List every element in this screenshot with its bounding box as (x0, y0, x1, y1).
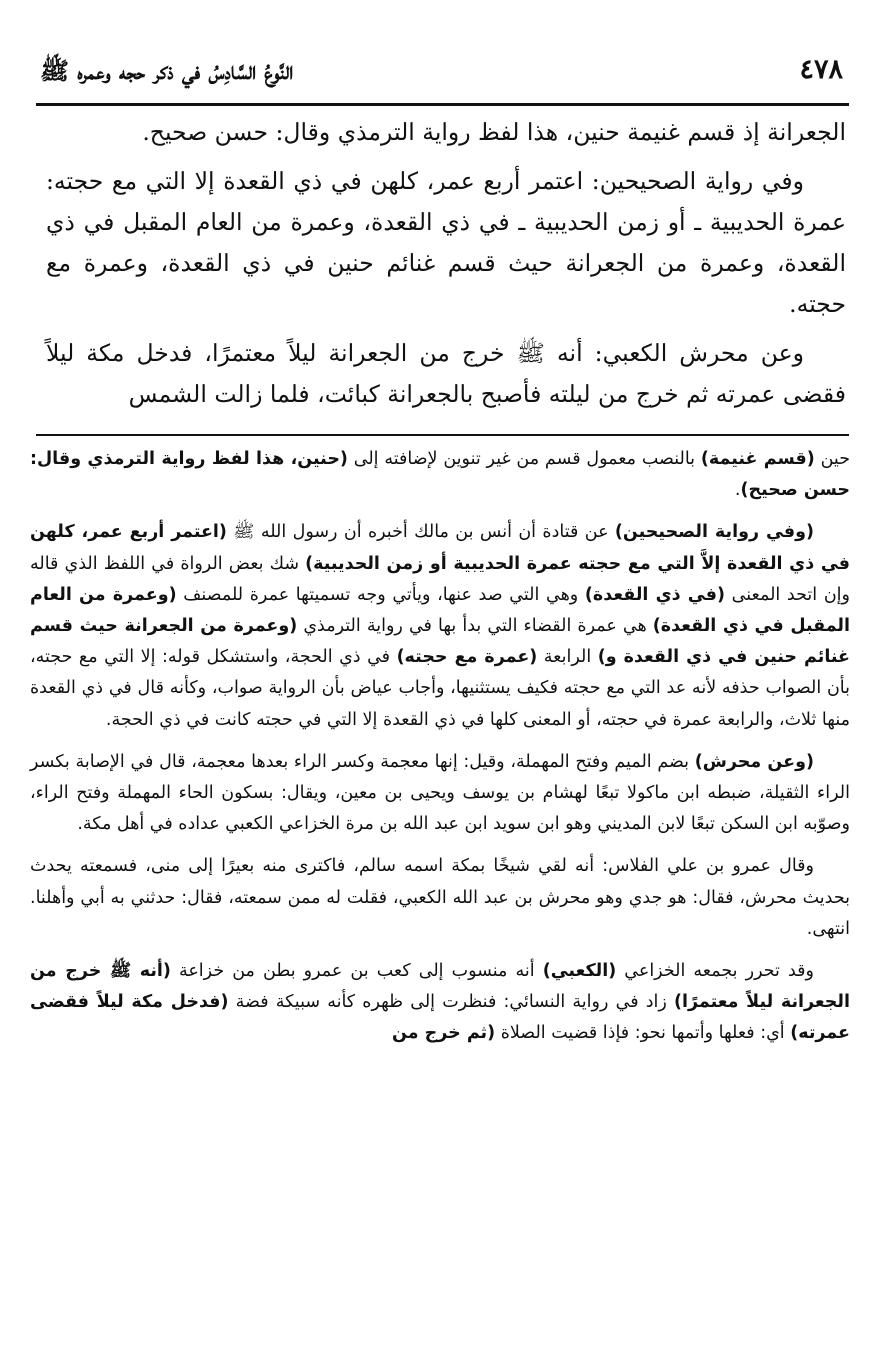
quoted-text: (قسم غنيمة) (700, 449, 815, 469)
commentary-text: أنه منسوب إلى كعب بن عمرو بطن من خزاعة (170, 961, 543, 982)
commentary-text: حين (814, 449, 851, 469)
commentary-paragraph (30, 517, 850, 735)
main-paragraph: وفي رواية الصحيحين: اعتمر أربع عمر، كلهن في ذي القعدة إلا التي مع حجته: عمرة الحديبية ـ أو زمن الحديبية ـ في ذي القعدة، وعمرة من العام المقبل في ذي القعدة، وعمرة من الجعرانة حيث قسم غنائم حنين في ذي القعدة، وعمرة مع حجته. (46, 167, 846, 318)
commentary-paragraph (30, 851, 850, 945)
main-paragraph: الجعرانة إذ قسم غنيمة حنين، هذا لفظ رواية الترمذي وقال: حسن صحيح. (142, 118, 846, 146)
commentary-text: في ذي الحجة، واستشكل قوله: إلا التي مع حجته، بأن الصواب حذفه لأنه عد التي مع حجته فكيف يستثنيها، وأجاب عياض بأن الرواية صواب، وكأنه قال في ذي القعدة منها ثلاث، والرابعة عمرة في حجته، أو المعنى كلها في ذي القعدة إلا التي في حجته كانت في ذي الحجة. (30, 647, 850, 730)
quoted-text: (وعن محرش) (694, 751, 814, 772)
commentary-text: . (734, 480, 741, 501)
commentary (30, 444, 850, 1050)
quoted-text: (فدخل مكة ليلاً فقضى عمرته) (30, 992, 850, 1044)
commentary-paragraph (30, 444, 850, 506)
main-text (46, 112, 846, 415)
quoted-text: (في ذي القعدة) (584, 584, 725, 605)
quoted-text: (حنين، هذا لفظ رواية الترمذي وقال: حسن صحيح) (30, 449, 850, 501)
commentary-text: بالنصب معمول قسم من غير تنوين لإضافته إلى (347, 449, 701, 469)
main-paragraph: وعن محرش الكعبي: أنه ﷺ خرج من الجعرانة ليلاً معتمرًا، فدخل مكة ليلاً فقضى عمرته ثم خرج من ليلته فأصبح بالجعرانة كبائت، فلما زالت الشمس (46, 339, 846, 408)
quoted-text: (وعمرة من العام المقبل في ذي القعدة) (30, 584, 850, 637)
commentary-text: هي عمرة القضاء التي بدأ بها في رواية الترمذي (297, 616, 653, 637)
header-rule (36, 103, 849, 106)
quoted-text: (ثم خرج من (391, 1023, 496, 1044)
running-title: النَّوعُ السَّادِسُ في ذكر حجه وعمره ﷺ (40, 56, 294, 85)
commentary-text: وقال عمرو بن علي الفلاس: أنه لقي شيخًا بمكة اسمه سالم، فاكترى منه بعيرًا إلى منى، فسمعته يحدث بحديث محرش، فقال: هو جدي وهو محرش بن عبد الله الكعبي، فقلت له ممن سمعته، فقال: حدثني به أبي وأهلنا. انتهى. (30, 856, 850, 939)
page-header (36, 52, 849, 98)
commentary-text: زاد في رواية النسائي: فنظرت إلى ظهره كأنه سبيكة فضة (228, 992, 674, 1013)
footnote-separator (36, 434, 849, 436)
commentary-text: وقد تحرر بجمعه الخزاعي (616, 961, 814, 982)
commentary-text: شك بعض الرواة في اللفظ الذي قاله وإن اتحد المعنى (30, 553, 850, 605)
commentary-text: وهي التي صد عنها، ويأتي وجه تسميتها عمرة للمصنف (176, 584, 585, 605)
commentary-paragraph (30, 956, 850, 1050)
commentary-text: الرابعة (537, 647, 598, 668)
page-number: ٤٧٨ (799, 54, 843, 85)
commentary-text: بضم الميم وفتح المهملة، وقيل: إنها معجمة وكسر الراء بعدها معجمة، قال في الإصابة بكسر الراء الثقيلة، ضبطه ابن ماكولا تبعًا لهشام بن يوسف ويحيى بن معين، ويقال: بسكون الحاء المهملة وفتح الراء، وصوّبه ابن السكن تبعًا لابن المديني وهو ابن سويد ابن عبد الله بن مرة الخزاعي الكعبي عداده في أهل مكة. (30, 751, 850, 835)
quoted-text: (وعمرة من الجعرانة حيث قسم غنائم حنين في ذي القعدة و) (30, 616, 850, 668)
commentary-paragraph (30, 747, 850, 841)
quoted-text: (اعتمر أربع عمر، كلهن في ذي القعدة إلاَّ التي مع حجته عمرة الحديبية أو زمن الحديبية) (30, 522, 850, 574)
quoted-text: (عمرة مع حجته) (396, 647, 538, 668)
commentary-text: أي: فعلها وأتمها نحو: فإذا قضيت الصلاة (495, 1023, 791, 1044)
quoted-text: (الكعبي) (542, 961, 617, 982)
quoted-text: (وفي رواية الصحيحين) (614, 522, 815, 543)
quoted-text: (أنه ﷺ خرج من الجعرانة ليلاً معتمرًا) (30, 961, 850, 1013)
commentary-text: عن قتادة أن أنس بن مالك أخبره أن رسول الله ﷺ (226, 522, 615, 543)
